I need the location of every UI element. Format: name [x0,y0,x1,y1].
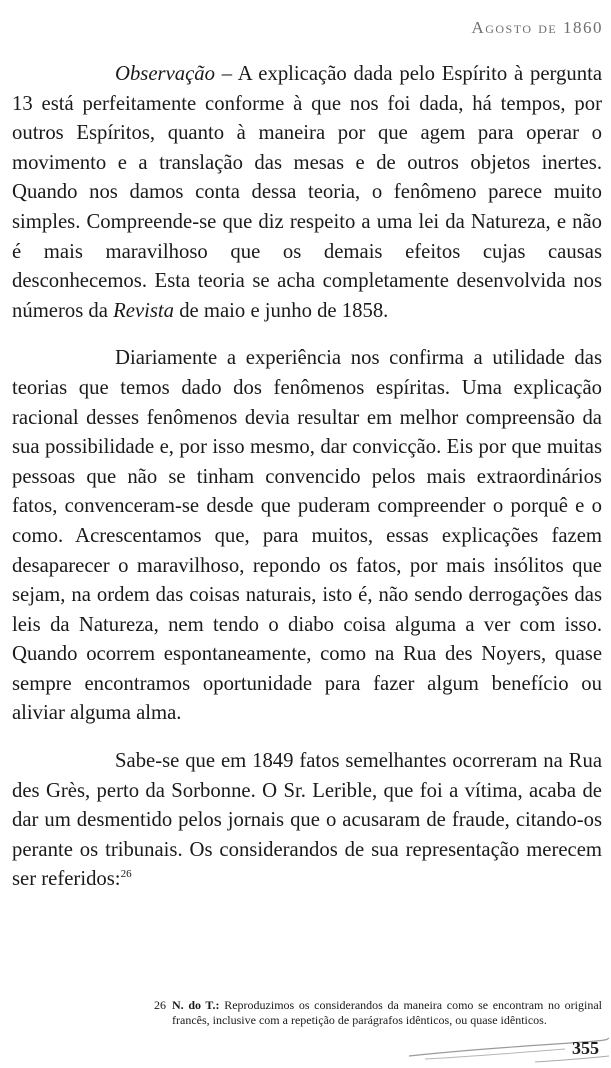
paragraph-text: Sabe-se que em 1849 fatos semelhantes ocorreram na Rua des Grès, perto da Sorbonne. O Sr. Lerible, que foi a vítima, acaba de dar um desmentido pelos jornais que o acusaram de fraude, citando-os perante os tribunais. Os considerandos de sua representação merecem ser referidos: [12,750,602,891]
page-number: 355 [572,1038,599,1058]
running-header: Agosto de 1860 [471,18,603,37]
paragraph-text: Diariamente a experiência nos confirma a utilidade das teorias que temos dado dos fenômenos espíritas. Uma explicação racional desses fenômenos devia resultar em melhor compreensão da sua possibilidade e, por isso mesmo, dar convicção. Eis por que muitas pessoas que não se tinham convencido pelos mais extraordinários fatos, convenceram-se desde que puderam compreender o porquê e o como. Acrescentamos que, para muitos, essas explicações fazem desaparecer o maravilhoso, repondo os fatos, por mais insólitos que sejam, na ordem das coisas naturais, isto é, não sendo derrogações das leis da Natureza, nem tendo o diabo coisa alguma a ver com isso. Quando ocorrem espontaneamente, como na Rua des Noyers, quase sempre encontramos oportunidade para fazer algum benefício ou aliviar alguma alma. [12,347,602,725]
main-text [12,60,602,895]
footnote-label: N. do T.: [172,998,220,1012]
observacao-label: Observação [115,63,215,85]
footnote [154,998,602,1028]
paragraph-observacao [12,60,602,326]
revista-title: Revista [113,299,175,322]
paragraph-text-end: de maio e junho de 1858. [174,299,389,322]
paragraph-sabe-se [12,747,602,895]
footnote-number: 26 [154,998,166,1012]
footnote-text: Reproduzimos os considerandos da maneira como se encontram no original francês, inclusive com a repetição de parágrafos idênticos, ou quase idênticos. [172,998,602,1027]
paragraph-diariamente [12,344,602,729]
footnote-reference[interactable]: 26 [120,868,132,881]
paragraph-text: – A explicação dada pelo Espírito à pergunta 13 está perfeitamente conforme à que nos foi dada, há tempos, por outros Espíritos, quanto à maneira por que agem para operar o movimento e a translação das mesas e de outros objetos inertes. Quando nos damos conta dessa teoria, o fenômeno parece muito simples. Compreende-se que diz respeito a uma lei da Natureza, e não é mais maravilhoso que os demais efeitos cujas causas desconhecemos. Esta teoria se acha completamente desenvolvida nos números da [12,63,602,322]
